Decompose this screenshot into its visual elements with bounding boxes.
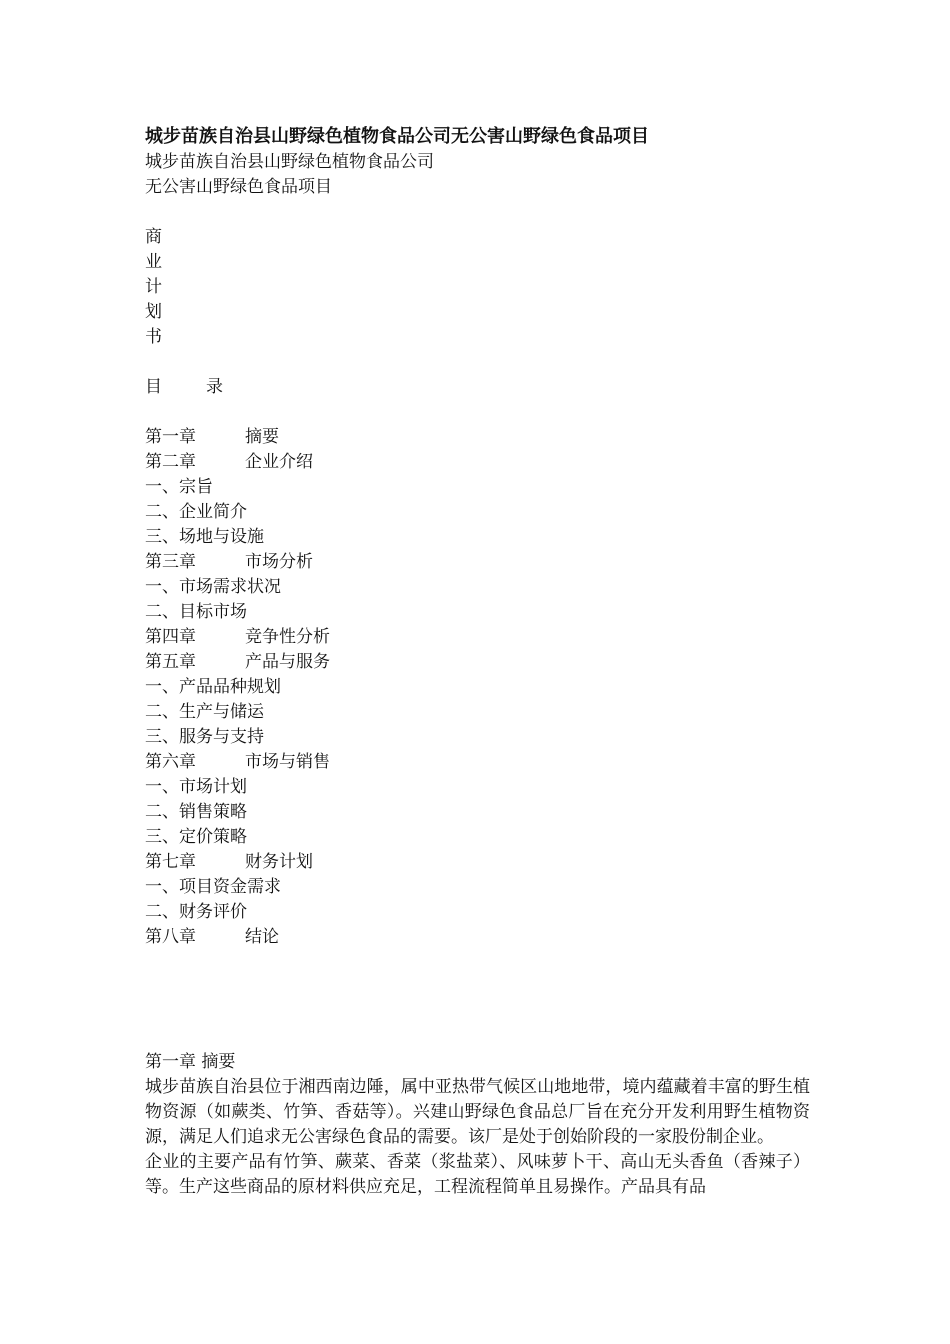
toc-item-number: 第八章 [145,927,196,947]
toc-heading-char: 目 [145,377,162,397]
toc-item-label: 一、市场计划 [145,777,247,797]
document-page [145,123,810,1200]
toc-item-label: 一、市场需求状况 [145,577,281,597]
toc-item [145,475,810,500]
toc-item [145,800,810,825]
toc-item-label: 市场与销售 [245,752,330,772]
toc-heading-char: 录 [206,377,223,397]
toc-item-label: 三、定价策略 [145,827,247,847]
company-name: 城步苗族自治县山野绿色植物食品公司 [145,152,434,172]
toc-item-label: 结论 [245,927,279,947]
toc-item-number: 第四章 [145,627,196,647]
toc-item-label: 二、生产与储运 [145,702,264,722]
toc-item [145,875,810,900]
toc-item-number: 第五章 [145,652,196,672]
plan-vertical-title [145,225,810,350]
spacer [145,400,810,425]
toc-item [145,775,810,800]
plan-char: 业 [145,252,162,272]
plan-char: 划 [145,302,162,322]
document-title: 城步苗族自治县山野绿色植物食品公司无公害山野绿色食品项目 [145,126,649,147]
toc-item [145,425,810,450]
plan-char: 计 [145,277,162,297]
toc-item [145,600,810,625]
spacer [145,350,810,375]
toc-item [145,500,810,525]
toc-item-label: 竞争性分析 [245,627,330,647]
chapter-1-paragraph: 城步苗族自治县位于湘西南边陲，属中亚热带气候区山地地带，境内蕴藏着丰富的野生植物资源（如蕨类、竹笋、香菇等）。兴建山野绿色食品总厂旨在充分开发利用野生植物资源，满足人们追求无公害绿色食品的需要。该厂是处于创始阶段的一家股份制企业。 [145,1077,810,1147]
toc-item [145,750,810,775]
plan-char: 商 [145,227,162,247]
project-name: 无公害山野绿色食品项目 [145,177,332,197]
toc-item [145,650,810,675]
toc-item-number: 第二章 [145,452,196,472]
toc-item [145,625,810,650]
toc-item [145,725,810,750]
toc-item [145,450,810,475]
toc-item [145,925,810,950]
toc-item-label: 产品与服务 [245,652,330,672]
toc-item [145,525,810,550]
spacer [145,950,810,1050]
toc-item-number: 第三章 [145,552,196,572]
toc-item [145,575,810,600]
toc-item-label: 二、销售策略 [145,802,247,822]
toc-item-label: 一、产品品种规划 [145,677,281,697]
chapter-1-section [145,1050,810,1200]
toc-heading [145,375,810,400]
toc-item [145,675,810,700]
toc-item [145,900,810,925]
toc-item [145,550,810,575]
toc-item [145,825,810,850]
toc-item-label: 企业介绍 [245,452,313,472]
toc-item-label: 市场分析 [245,552,313,572]
plan-char: 书 [145,327,162,347]
toc-item-label: 一、项目资金需求 [145,877,281,897]
toc-item-number: 第七章 [145,852,196,872]
toc-item [145,700,810,725]
toc-item-number: 第六章 [145,752,196,772]
toc-item-label: 三、服务与支持 [145,727,264,747]
toc-item-label: 摘要 [245,427,279,447]
spacer [145,200,810,225]
toc-item-label: 二、财务评价 [145,902,247,922]
toc-item-label: 二、企业简介 [145,502,247,522]
toc-item [145,850,810,875]
toc-item-label: 一、宗旨 [145,477,213,497]
chapter-1-paragraph: 企业的主要产品有竹笋、蕨菜、香菜（浆盐菜）、风味萝卜干、高山无头香鱼（香辣子）等。生产这些商品的原材料供应充足，工程流程简单且易操作。产品具有品 [145,1152,810,1197]
toc-item-number: 第一章 [145,427,196,447]
table-of-contents [145,425,810,950]
chapter-1-heading: 第一章 摘要 [145,1052,236,1072]
toc-item-label: 财务计划 [245,852,313,872]
toc-item-label: 三、场地与设施 [145,527,264,547]
toc-item-label: 二、目标市场 [145,602,247,622]
